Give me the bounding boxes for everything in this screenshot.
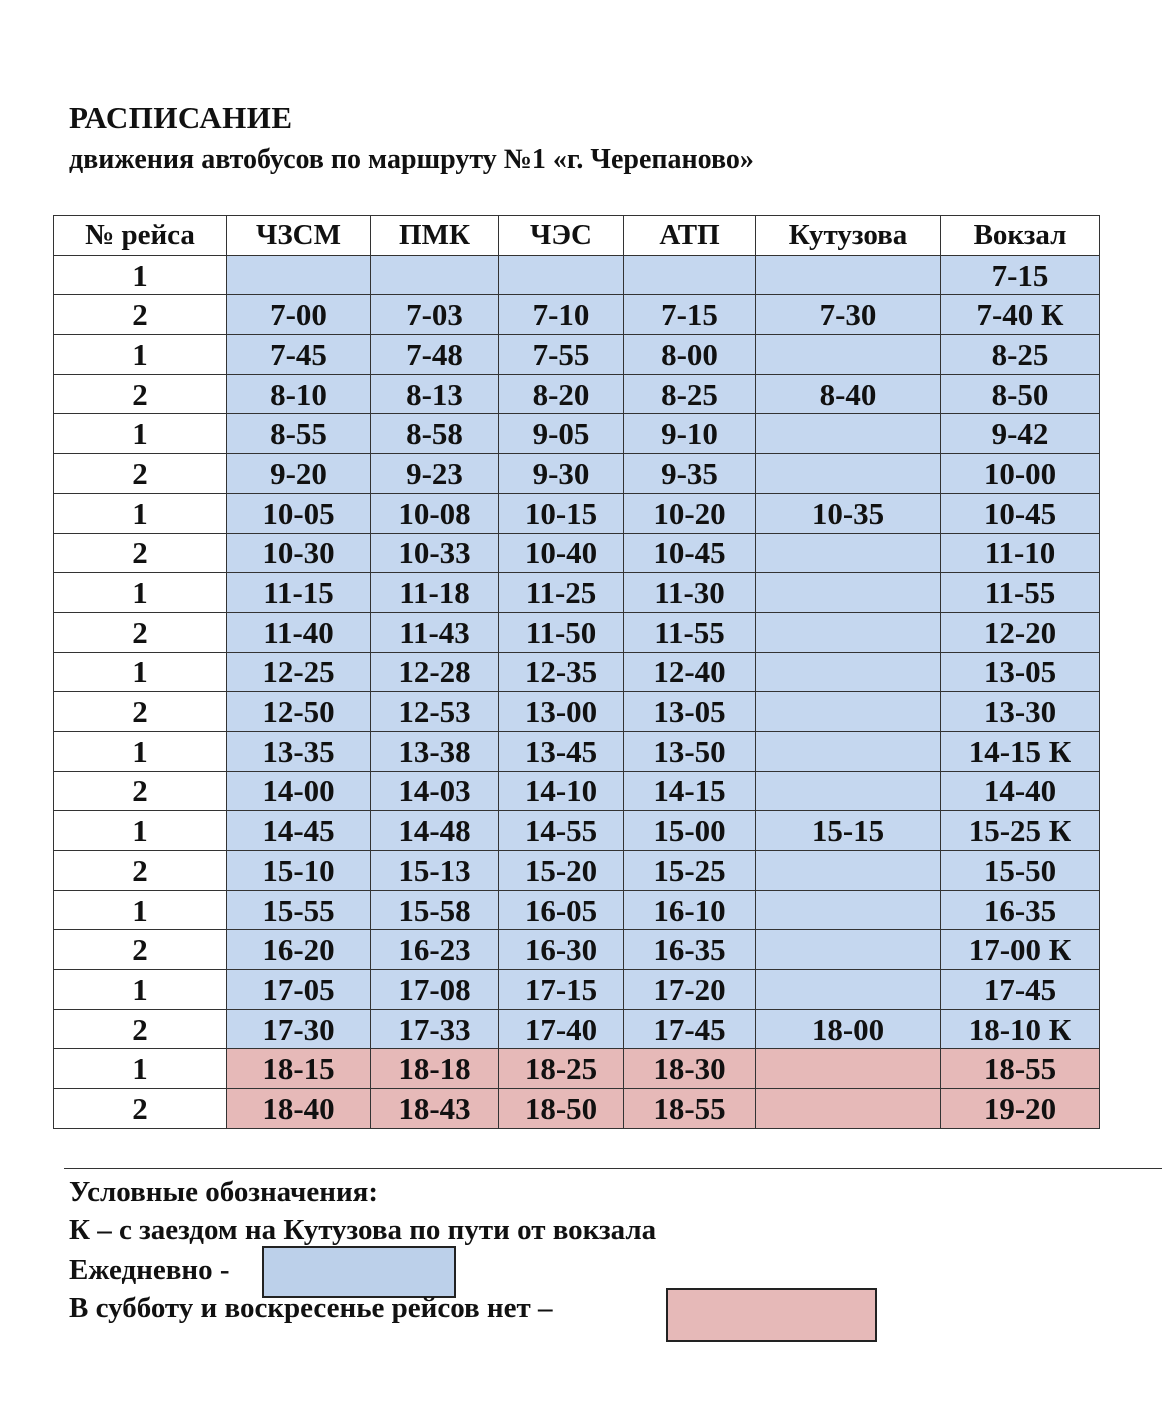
time-cell-ches [499,255,624,295]
time-cell-ches: 12-35 [499,652,624,692]
table-row [54,1009,1100,1049]
trip-number-cell: 1 [54,255,227,295]
column-header-atp: АТП [624,216,756,256]
time-cell-ches: 10-40 [499,533,624,573]
time-cell-atp: 17-45 [624,1009,756,1049]
time-cell-atp: 18-30 [624,1049,756,1089]
table-row [54,454,1100,494]
table-row [54,811,1100,851]
table-row [54,692,1100,732]
time-cell-pmk: 10-33 [371,533,499,573]
time-cell-atp: 16-35 [624,930,756,970]
time-cell-atp: 8-25 [624,374,756,414]
time-cell-pmk: 11-18 [371,573,499,613]
trip-number-cell: 2 [54,533,227,573]
time-cell-chzsm: 18-15 [227,1049,371,1089]
time-cell-chzsm: 8-10 [227,374,371,414]
trip-number-cell: 1 [54,573,227,613]
time-cell-chzsm: 7-45 [227,335,371,375]
table-row [54,851,1100,891]
time-cell-ches: 15-20 [499,851,624,891]
time-cell-vokzal: 11-10 [941,533,1100,573]
time-cell-pmk: 17-08 [371,970,499,1010]
trip-number-cell: 2 [54,454,227,494]
time-cell-pmk: 9-23 [371,454,499,494]
time-cell-kutuzova [756,731,941,771]
trip-number-cell: 1 [54,731,227,771]
table-row [54,652,1100,692]
time-cell-chzsm: 12-50 [227,692,371,732]
trip-number-cell: 2 [54,930,227,970]
time-cell-vokzal: 14-40 [941,771,1100,811]
time-cell-vokzal: 16-35 [941,890,1100,930]
time-cell-vokzal: 8-50 [941,374,1100,414]
table-header-row [54,216,1100,256]
table-row [54,1089,1100,1129]
time-cell-vokzal: 17-45 [941,970,1100,1010]
trip-number-cell: 1 [54,652,227,692]
time-cell-atp: 15-25 [624,851,756,891]
trip-number-cell: 2 [54,612,227,652]
table-row [54,493,1100,533]
time-cell-ches: 18-50 [499,1089,624,1129]
time-cell-ches: 11-25 [499,573,624,613]
time-cell-pmk [371,255,499,295]
time-cell-kutuzova [756,652,941,692]
time-cell-vokzal: 15-25 К [941,811,1100,851]
time-cell-vokzal: 10-45 [941,493,1100,533]
trip-number-cell: 1 [54,493,227,533]
trip-number-cell: 1 [54,414,227,454]
time-cell-atp: 12-40 [624,652,756,692]
time-cell-pmk: 11-43 [371,612,499,652]
time-cell-atp: 11-30 [624,573,756,613]
time-cell-pmk: 18-43 [371,1089,499,1129]
time-cell-atp: 17-20 [624,970,756,1010]
column-header-ches: ЧЭС [499,216,624,256]
time-cell-chzsm: 8-55 [227,414,371,454]
time-cell-vokzal: 14-15 К [941,731,1100,771]
table-row [54,255,1100,295]
time-cell-vokzal: 13-05 [941,652,1100,692]
trip-number-cell: 1 [54,890,227,930]
column-header-vokzal: Вокзал [941,216,1100,256]
time-cell-pmk: 18-18 [371,1049,499,1089]
time-cell-chzsm: 11-15 [227,573,371,613]
time-cell-chzsm: 10-05 [227,493,371,533]
time-cell-atp: 13-50 [624,731,756,771]
table-row [54,970,1100,1010]
time-cell-atp: 16-10 [624,890,756,930]
column-header-trip: № рейса [54,216,227,256]
time-cell-vokzal: 17-00 К [941,930,1100,970]
time-cell-atp: 15-00 [624,811,756,851]
time-cell-kutuzova [756,1089,941,1129]
legend-weekday-swatch [666,1288,877,1342]
time-cell-pmk: 13-38 [371,731,499,771]
trip-number-cell: 1 [54,1049,227,1089]
time-cell-chzsm: 13-35 [227,731,371,771]
trip-number-cell: 2 [54,1089,227,1129]
table-row [54,374,1100,414]
column-header-chzsm: ЧЗСМ [227,216,371,256]
time-cell-chzsm: 12-25 [227,652,371,692]
time-cell-kutuzova [756,335,941,375]
time-cell-atp [624,255,756,295]
legend-title: Условные обозначения: [69,1176,379,1208]
time-cell-kutuzova [756,692,941,732]
time-cell-ches: 14-10 [499,771,624,811]
trip-number-cell: 1 [54,970,227,1010]
table-row [54,573,1100,613]
table-row [54,335,1100,375]
time-cell-kutuzova [756,454,941,494]
time-cell-kutuzova: 18-00 [756,1009,941,1049]
time-cell-pmk: 16-23 [371,930,499,970]
schedule-title: РАСПИСАНИЕ [69,100,293,135]
table-row [54,731,1100,771]
time-cell-chzsm: 15-10 [227,851,371,891]
time-cell-chzsm: 18-40 [227,1089,371,1129]
time-cell-ches: 16-30 [499,930,624,970]
time-cell-atp: 11-55 [624,612,756,652]
trip-number-cell: 1 [54,811,227,851]
legend-daily-label: Ежедневно - [69,1254,230,1286]
time-cell-chzsm: 17-30 [227,1009,371,1049]
time-cell-kutuzova: 10-35 [756,493,941,533]
time-cell-pmk: 8-58 [371,414,499,454]
table-row [54,1049,1100,1089]
time-cell-ches: 17-15 [499,970,624,1010]
schedule-table [53,215,1100,1129]
time-cell-atp: 8-00 [624,335,756,375]
time-cell-atp: 9-35 [624,454,756,494]
time-cell-pmk: 8-13 [371,374,499,414]
time-cell-ches: 10-15 [499,493,624,533]
time-cell-ches: 16-05 [499,890,624,930]
time-cell-ches: 14-55 [499,811,624,851]
time-cell-pmk: 7-48 [371,335,499,375]
time-cell-ches: 13-45 [499,731,624,771]
column-header-pmk: ПМК [371,216,499,256]
time-cell-ches: 11-50 [499,612,624,652]
time-cell-chzsm [227,255,371,295]
time-cell-pmk: 10-08 [371,493,499,533]
time-cell-pmk: 12-53 [371,692,499,732]
table-row [54,533,1100,573]
time-cell-ches: 17-40 [499,1009,624,1049]
time-cell-chzsm: 10-30 [227,533,371,573]
time-cell-chzsm: 7-00 [227,295,371,335]
time-cell-kutuzova [756,533,941,573]
table-row [54,771,1100,811]
time-cell-vokzal: 7-15 [941,255,1100,295]
time-cell-kutuzova [756,414,941,454]
time-cell-atp: 14-15 [624,771,756,811]
time-cell-vokzal: 15-50 [941,851,1100,891]
table-row [54,890,1100,930]
column-header-kutuzova: Кутузова [756,216,941,256]
time-cell-ches: 9-30 [499,454,624,494]
time-cell-kutuzova: 15-15 [756,811,941,851]
trip-number-cell: 2 [54,374,227,414]
time-cell-atp: 13-05 [624,692,756,732]
trip-number-cell: 1 [54,335,227,375]
time-cell-chzsm: 9-20 [227,454,371,494]
time-cell-chzsm: 16-20 [227,930,371,970]
time-cell-vokzal: 11-55 [941,573,1100,613]
time-cell-atp: 10-20 [624,493,756,533]
time-cell-chzsm: 11-40 [227,612,371,652]
time-cell-atp: 7-15 [624,295,756,335]
table-row [54,414,1100,454]
table-row [54,930,1100,970]
time-cell-ches: 7-55 [499,335,624,375]
time-cell-pmk: 12-28 [371,652,499,692]
time-cell-kutuzova [756,851,941,891]
trip-number-cell: 2 [54,771,227,811]
time-cell-vokzal: 10-00 [941,454,1100,494]
time-cell-kutuzova [756,255,941,295]
time-cell-vokzal: 7-40 К [941,295,1100,335]
trip-number-cell: 2 [54,1009,227,1049]
schedule-body [54,255,1100,1128]
time-cell-atp: 9-10 [624,414,756,454]
table-row [54,612,1100,652]
time-cell-ches: 8-20 [499,374,624,414]
time-cell-vokzal: 18-10 К [941,1009,1100,1049]
time-cell-vokzal: 19-20 [941,1089,1100,1129]
time-cell-ches: 7-10 [499,295,624,335]
legend-weekday-label: В субботу и воскресенье рейсов нет – [69,1292,553,1324]
time-cell-atp: 10-45 [624,533,756,573]
time-cell-vokzal: 9-42 [941,414,1100,454]
time-cell-kutuzova [756,930,941,970]
time-cell-kutuzova [756,771,941,811]
time-cell-vokzal: 12-20 [941,612,1100,652]
time-cell-ches: 9-05 [499,414,624,454]
trip-number-cell: 2 [54,851,227,891]
table-row [54,295,1100,335]
time-cell-atp: 18-55 [624,1089,756,1129]
trip-number-cell: 2 [54,692,227,732]
time-cell-kutuzova [756,1049,941,1089]
time-cell-pmk: 7-03 [371,295,499,335]
time-cell-kutuzova: 7-30 [756,295,941,335]
time-cell-kutuzova [756,890,941,930]
time-cell-chzsm: 17-05 [227,970,371,1010]
time-cell-vokzal: 8-25 [941,335,1100,375]
time-cell-vokzal: 13-30 [941,692,1100,732]
time-cell-ches: 13-00 [499,692,624,732]
time-cell-kutuzova [756,573,941,613]
legend-divider [64,1168,1162,1169]
time-cell-pmk: 14-48 [371,811,499,851]
time-cell-kutuzova [756,612,941,652]
time-cell-vokzal: 18-55 [941,1049,1100,1089]
time-cell-kutuzova: 8-40 [756,374,941,414]
time-cell-chzsm: 14-00 [227,771,371,811]
time-cell-chzsm: 15-55 [227,890,371,930]
time-cell-pmk: 15-58 [371,890,499,930]
time-cell-pmk: 17-33 [371,1009,499,1049]
time-cell-ches: 18-25 [499,1049,624,1089]
time-cell-chzsm: 14-45 [227,811,371,851]
schedule-subtitle: движения автобусов по маршруту №1 «г. Черепаново» [69,144,754,175]
time-cell-kutuzova [756,970,941,1010]
trip-number-cell: 2 [54,295,227,335]
legend-k-note: К – с заездом на Кутузова по пути от вокзала [69,1214,657,1246]
time-cell-pmk: 14-03 [371,771,499,811]
time-cell-pmk: 15-13 [371,851,499,891]
